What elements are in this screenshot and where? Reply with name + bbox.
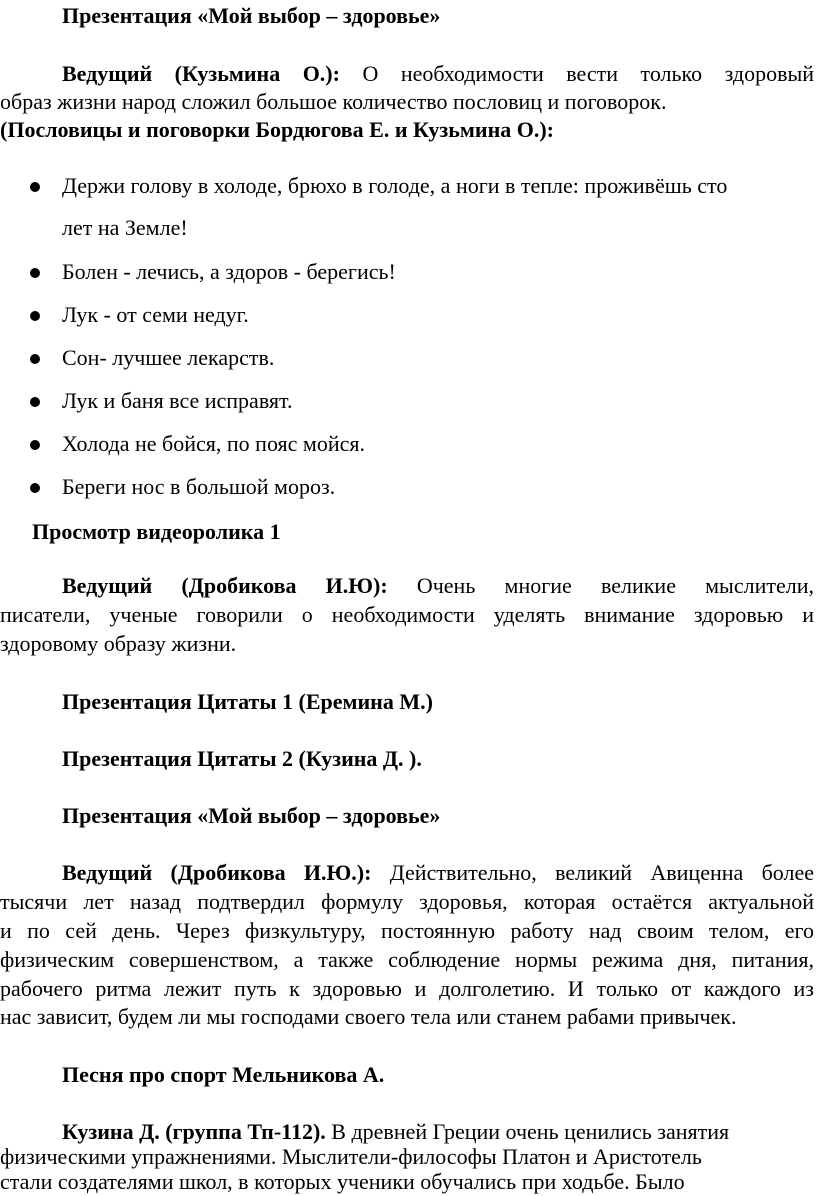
host-kuzmina-text-line1: О необходимости вести только здоровый [362, 61, 815, 86]
bullet-icon [30, 268, 40, 278]
proverb-2: Болен - лечись, а здоров - берегись! [62, 259, 396, 284]
avicenna-line2: тысячи лет назад подтвердил формулу здоровья, которая остаётся актуальной [0, 889, 814, 914]
proverb-5: Лук и баня все исправят. [62, 388, 293, 413]
presentation-title: Презентация «Мой выбор – здоровье» [62, 3, 441, 28]
host-drobikova-text-line2: писатели, ученые говорили о необходимости уделять внимание здоровью и [0, 602, 814, 627]
kuzina-line1 [62, 1118, 729, 1146]
video-heading: Просмотр видеоролика 1 [32, 519, 281, 544]
kuzina-line3: стали создателями школ, в которых ученики обучались при ходьбе. Было [0, 1169, 685, 1194]
bullet-icon [30, 483, 40, 493]
kuzina-text-line1: В древней Греции очень ценились занятия [331, 1119, 730, 1144]
bullet-icon [30, 182, 40, 192]
host-drobikova-label: Ведущий (Дробикова И.Ю): [62, 573, 388, 598]
avicenna-line3: и по сей день. Через физкультуру, постоянную работу над своим телом, его [0, 918, 814, 943]
proverb-3: Лук - от семи недуг. [62, 302, 249, 327]
proverb-1-line2: лет на Земле! [62, 215, 188, 240]
quotes-presentation-1: Презентация Цитаты 1 (Еремина М.) [62, 689, 433, 714]
host-kuzmina-text-line2: образ жизни народ сложил большое количество пословиц и поговорок. [0, 89, 667, 114]
kuzina-label: Кузина Д. (группа Тп-112). [62, 1119, 326, 1144]
bullet-icon [30, 311, 40, 321]
bullet-icon [30, 354, 40, 364]
proverb-4: Сон- лучшее лекарств. [62, 345, 275, 370]
proverb-7: Береги нос в большой мороз. [62, 474, 336, 499]
bullet-icon [30, 440, 40, 450]
host-kuzmina-label: Ведущий (Кузьмина О.): [62, 61, 340, 86]
proverbs-heading: (Пословицы и поговорки Бордюгова Е. и Кузьмина О.): [0, 117, 555, 142]
proverb-1-line1: Держи голову в холоде, брюхо в голоде, а ноги в тепле: проживёшь сто [62, 173, 728, 198]
host-drobikova-line1 [0, 572, 814, 600]
bullet-icon [30, 397, 40, 407]
kuzina-line2: физическими упражнениями. Мыслители-философы Платон и Аристотель [0, 1144, 702, 1169]
host-drobikova-text-line3: здоровому образу жизни. [0, 631, 237, 656]
host-drobikova-text-line1: Очень многие великие мыслители, [416, 573, 814, 598]
presentation-title-2: Презентация «Мой выбор – здоровье» [62, 803, 441, 828]
avicenna-line6: нас зависит, будем ли мы господами своего тела или станем рабами привычек. [0, 1004, 737, 1029]
host-drobikova-label-2: Ведущий (Дробикова И.Ю.): [62, 860, 372, 885]
avicenna-text-line1: Действительно, великий Авиценна более [389, 860, 814, 885]
quotes-presentation-2: Презентация Цитаты 2 (Кузина Д. ). [62, 746, 422, 771]
song-heading: Песня про спорт Мельникова А. [62, 1062, 385, 1087]
host-kuzmina-line1 [0, 60, 814, 88]
avicenna-line4: физическим совершенством, а также соблюдение нормы режима дня, питания, [0, 947, 814, 972]
avicenna-line1 [0, 859, 814, 887]
proverb-6: Холода не бойся, по пояс мойся. [62, 431, 365, 456]
avicenna-line5: рабочего ритма лежит путь к здоровью и долголетию. И только от каждого из [0, 976, 814, 1001]
